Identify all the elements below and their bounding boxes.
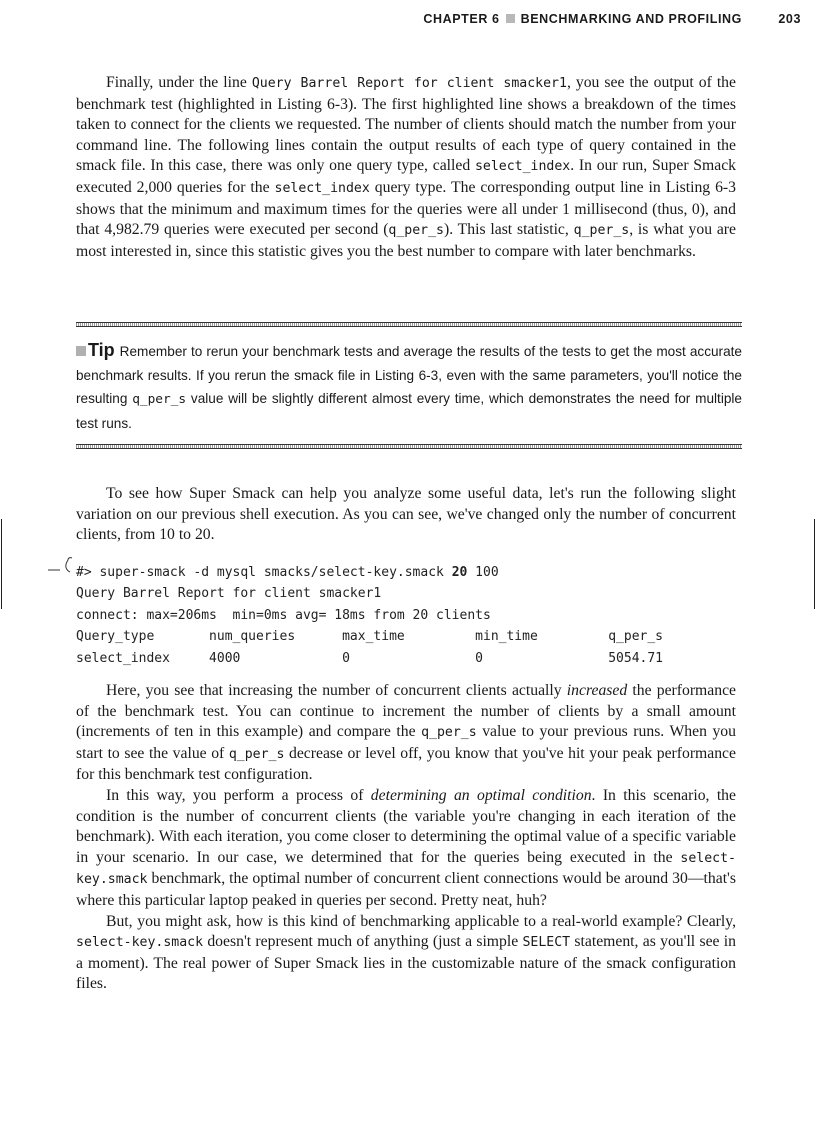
emphasis: determining an optimal condition <box>370 786 592 804</box>
chapter-title: BENCHMARKING AND PROFILING <box>520 12 742 26</box>
inline-code: select_index <box>474 159 571 175</box>
tip-square-icon <box>76 346 86 356</box>
text-run: decrease or level off, you know that you've hit your peak performance for this benchmark test configuration. <box>76 744 736 784</box>
text-run: In this way, you perform a process of <box>106 786 371 804</box>
code-line: select_index 4000 0 0 5054.71 <box>76 650 663 666</box>
tip-label: Tip <box>88 340 115 360</box>
text-run: Here, you see that increasing the number of concurrent clients actually <box>106 682 567 699</box>
text-run: Finally, under the line <box>106 74 252 91</box>
tip-rule-bottom <box>76 444 742 449</box>
paragraph-5 <box>76 912 736 995</box>
code-command: #> super-smack -d mysql smacks/select-key.smack <box>76 565 452 580</box>
paragraph-1 <box>76 73 736 262</box>
code-line: connect: max=206ms min=0ms avg= 18ms from 20 clients <box>76 607 491 623</box>
code-bold-arg: 20 <box>451 565 468 580</box>
inline-code: q_per_s <box>573 223 630 239</box>
code-arg: 100 <box>467 565 499 580</box>
text-run: benchmark, the optimal number of concurrent client connections would be around 30—that's where this particular laptop peaked in queries per second. Pretty neat, huh? <box>76 870 736 909</box>
inline-code: select-key.smack <box>76 850 736 888</box>
code-listing <box>76 562 756 669</box>
tip-text: value will be slightly different almost every time, which demonstrates the need for multiple test runs. <box>76 391 742 431</box>
text-run: the performance of the benchmark test. You can continue to increment the number of clients by a small amount (increments of ten in this example) and compare the <box>76 682 736 741</box>
code-line: Query Barrel Report for client smacker1 <box>76 586 382 602</box>
crop-mark-left <box>1 519 2 609</box>
text-run: But, you might ask, how is this kind of benchmarking applicable to a real-world example? Clearly, <box>106 912 736 930</box>
inline-code: select-key.smack <box>76 935 204 951</box>
text-run: statement, as you'll see in a moment). The real power of Super Smack lies in the customizable nature of the smack configuration files. <box>76 933 736 993</box>
text-run: , you see the output of the benchmark test (highlighted in Listing 6-3). The first highlighted line shows a breakdown of the times taken to connect for the clients we requested. The number of clients should match the number from your command line. The following lines contain the output results of each type of query contained in the smack file. In this case, there was only one query type, called <box>76 74 736 175</box>
chapter-number: CHAPTER 6 <box>423 12 500 26</box>
paragraph-3 <box>76 681 736 786</box>
paragraphs-3-5 <box>76 681 736 995</box>
page-number: 203 <box>778 12 801 26</box>
inline-code: select_index <box>274 180 370 196</box>
paragraph-2 <box>76 484 736 546</box>
inline-code: SELECT <box>522 935 571 951</box>
inline-code: q_per_s <box>388 223 444 239</box>
crop-mark-right <box>814 519 815 609</box>
text-run: , is what you are most interested in, since this statistic gives you the best number to compare with later benchmarks. <box>76 221 736 260</box>
inline-code: q_per_s <box>132 392 187 408</box>
inline-code: Query Barrel Report for client smacker1 <box>251 76 567 91</box>
text-run: . In this scenario, the condition is the number of concurrent clients (the variable you're changing in each iteration of the benchmark). With each iteration, you come closer to determining the optimal value of a specific variable in your scenario. In our case, we determined that for the queries being executed in the <box>76 786 736 866</box>
text-run: query type. The corresponding output line in Listing 6-3 shows that the minimum and maximum times for the queries were all under 1 millisecond (thus, 0), and that 4,982.79 queries were executed per second ( <box>76 178 736 239</box>
paragraph-text: To see how Super Smack can help you analyze some useful data, let's run the following slight variation on our previous shell execution. As you can see, we've changed only the number of concurrent clients, from 10 to 20. <box>76 485 736 544</box>
running-header <box>0 12 816 32</box>
chapter-heading <box>423 12 742 26</box>
text-run: ). This last statistic, <box>444 221 574 239</box>
tip-text: Remember to rerun your benchmark tests and average the results of the tests to get the most accurate benchmark results. If you rerun the smack file in Listing 6-3, even with the same parameters, you'll notice the resulting <box>76 344 742 407</box>
inline-code: q_per_s <box>421 725 477 741</box>
tip-box <box>76 339 742 435</box>
tip-rule-top <box>76 322 742 327</box>
paragraph-4 <box>76 786 736 912</box>
square-bullet-icon <box>506 14 515 23</box>
emphasis: increased <box>566 682 628 699</box>
text-run: . In our run, Super Smack executed 2,000 queries for the <box>76 157 736 196</box>
pencil-annotation-icon <box>44 548 76 578</box>
text-run: value to your previous runs. When you start to see the value of <box>76 723 736 762</box>
text-run: doesn't represent much of anything (just a simple <box>203 933 523 951</box>
inline-code: q_per_s <box>228 746 285 762</box>
code-line: Query_type num_queries max_time min_time q_per_s <box>76 629 663 645</box>
